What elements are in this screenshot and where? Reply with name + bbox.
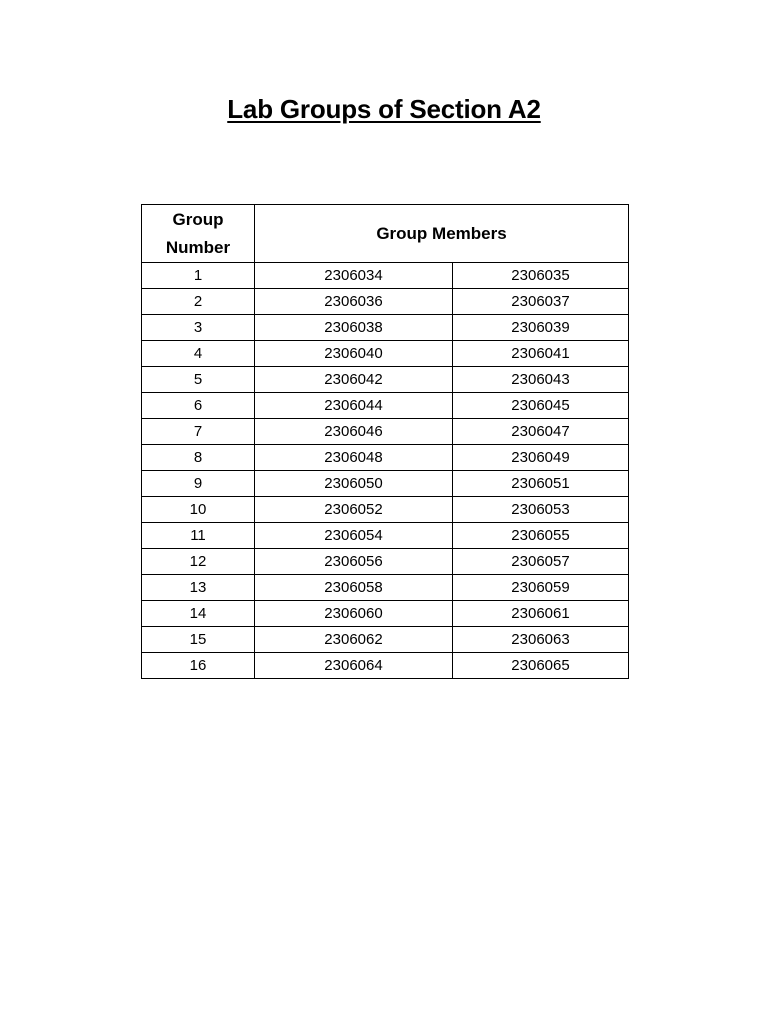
- table-header-row: [142, 205, 629, 263]
- member-id-cell: 2306048: [255, 445, 453, 471]
- group-number-cell: 1: [142, 263, 255, 289]
- group-number-cell: 3: [142, 315, 255, 341]
- member-id-cell: 2306049: [453, 445, 629, 471]
- member-id-cell: 2306038: [255, 315, 453, 341]
- member-id-cell: 2306042: [255, 367, 453, 393]
- member-id-cell: 2306043: [453, 367, 629, 393]
- member-id-cell: 2306051: [453, 471, 629, 497]
- table-row: [142, 315, 629, 341]
- group-number-header-line1: Group: [172, 209, 224, 229]
- member-id-cell: 2306061: [453, 601, 629, 627]
- group-number-cell: 15: [142, 627, 255, 653]
- lab-groups-table: [141, 204, 629, 679]
- table-row: [142, 497, 629, 523]
- table-row: [142, 367, 629, 393]
- table-row: [142, 393, 629, 419]
- page-title: Lab Groups of Section A2: [227, 94, 541, 124]
- member-id-cell: 2306054: [255, 523, 453, 549]
- group-number-cell: 4: [142, 341, 255, 367]
- member-id-cell: 2306060: [255, 601, 453, 627]
- member-id-cell: 2306063: [453, 627, 629, 653]
- member-id-cell: 2306037: [453, 289, 629, 315]
- table-row: [142, 419, 629, 445]
- member-id-cell: 2306046: [255, 419, 453, 445]
- group-number-cell: 16: [142, 653, 255, 679]
- member-id-cell: 2306045: [453, 393, 629, 419]
- group-number-cell: 2: [142, 289, 255, 315]
- table-row: [142, 653, 629, 679]
- member-id-cell: 2306040: [255, 341, 453, 367]
- group-number-cell: 5: [142, 367, 255, 393]
- table-row: [142, 523, 629, 549]
- table-row: [142, 549, 629, 575]
- group-number-cell: 7: [142, 419, 255, 445]
- member-id-cell: 2306059: [453, 575, 629, 601]
- table-row: [142, 601, 629, 627]
- group-number-cell: 11: [142, 523, 255, 549]
- group-number-cell: 9: [142, 471, 255, 497]
- member-id-cell: 2306058: [255, 575, 453, 601]
- table-row: [142, 341, 629, 367]
- member-id-cell: 2306056: [255, 549, 453, 575]
- member-id-cell: 2306034: [255, 263, 453, 289]
- group-number-header-line2: Number: [165, 237, 231, 257]
- group-number-cell: 14: [142, 601, 255, 627]
- group-number-cell: 13: [142, 575, 255, 601]
- member-id-cell: 2306065: [453, 653, 629, 679]
- member-id-cell: 2306035: [453, 263, 629, 289]
- group-number-cell: 8: [142, 445, 255, 471]
- member-id-cell: 2306053: [453, 497, 629, 523]
- member-id-cell: 2306062: [255, 627, 453, 653]
- member-id-cell: 2306057: [453, 549, 629, 575]
- table-row: [142, 575, 629, 601]
- member-id-cell: 2306041: [453, 341, 629, 367]
- table-row: [142, 289, 629, 315]
- group-number-cell: 10: [142, 497, 255, 523]
- member-id-cell: 2306055: [453, 523, 629, 549]
- group-members-header: Group Members: [255, 205, 629, 263]
- member-id-cell: 2306052: [255, 497, 453, 523]
- member-id-cell: 2306039: [453, 315, 629, 341]
- table-row: [142, 445, 629, 471]
- table-row: [142, 627, 629, 653]
- group-number-header: [142, 205, 255, 263]
- member-id-cell: 2306064: [255, 653, 453, 679]
- member-id-cell: 2306044: [255, 393, 453, 419]
- group-number-cell: 6: [142, 393, 255, 419]
- member-id-cell: 2306036: [255, 289, 453, 315]
- member-id-cell: 2306047: [453, 419, 629, 445]
- group-number-cell: 12: [142, 549, 255, 575]
- member-id-cell: 2306050: [255, 471, 453, 497]
- table-row: [142, 263, 629, 289]
- table-row: [142, 471, 629, 497]
